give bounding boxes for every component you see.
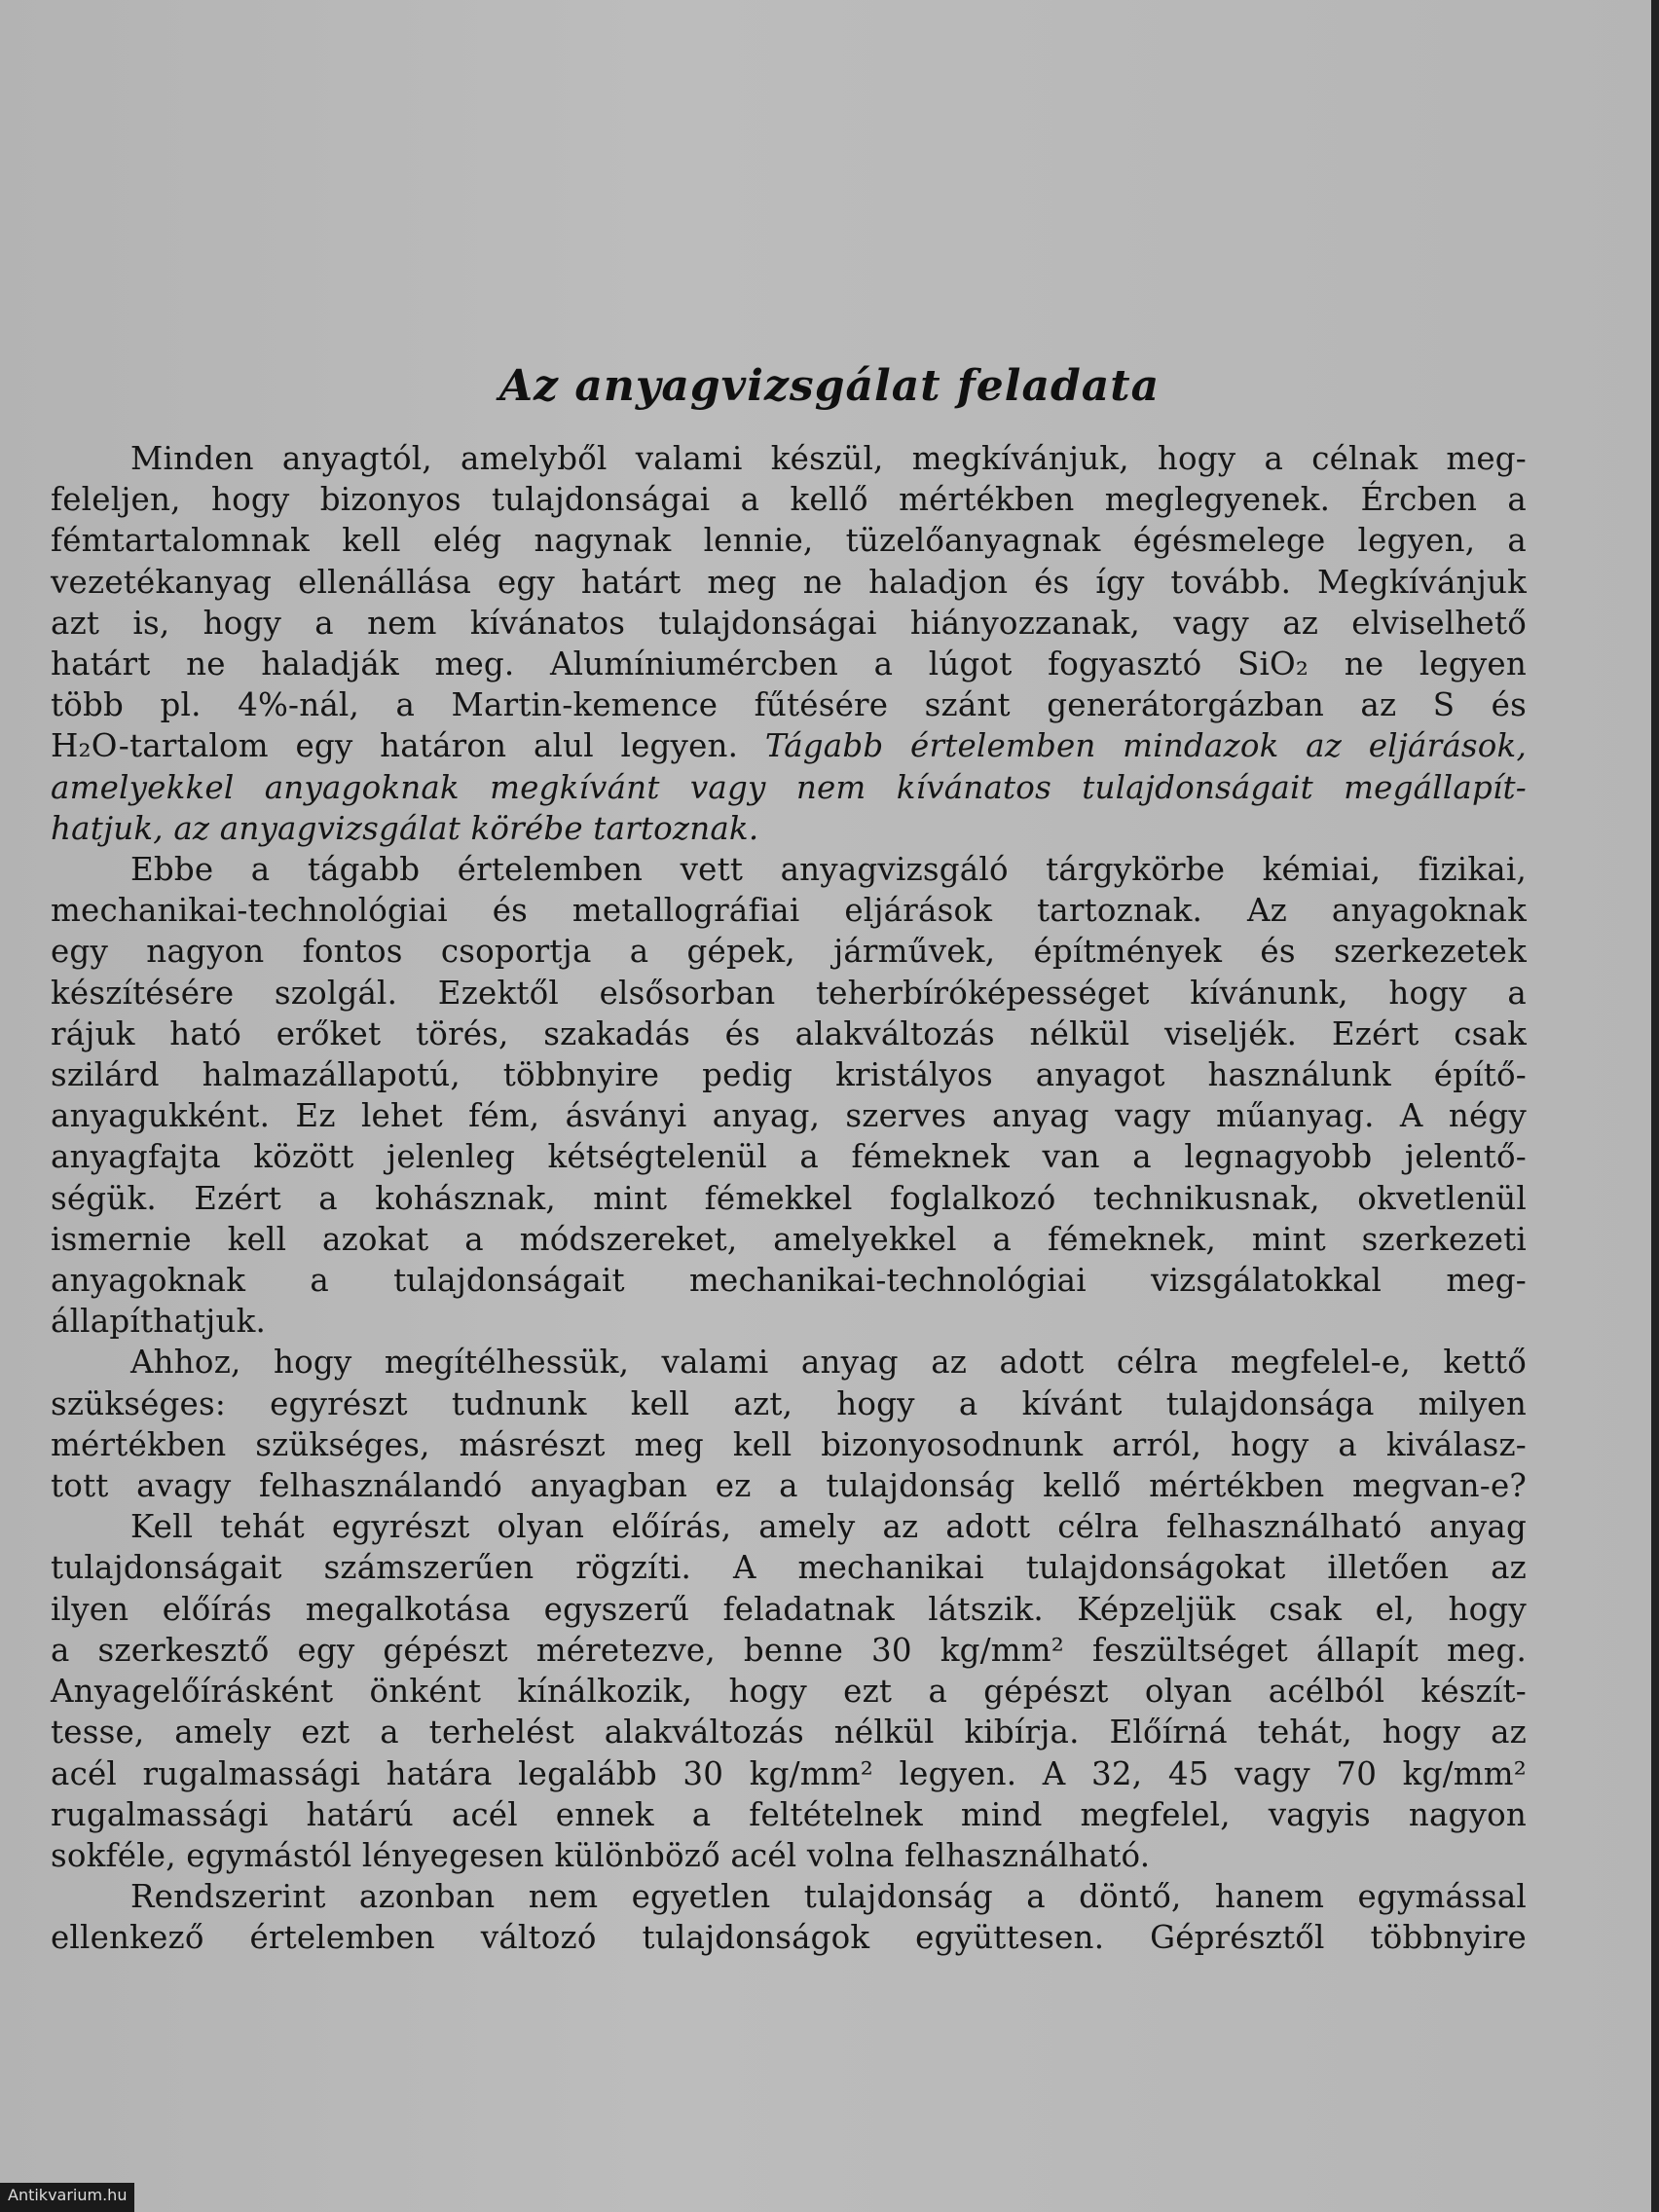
text-line: szükséges: egyrészt tudnunk kell azt, hogy a kívánt tulajdonsága milyen	[51, 1384, 1527, 1422]
text-line: készítésére szolgál. Ezektől elsősorban teherbíróképességet kívánunk, hogy a	[51, 974, 1527, 1012]
article-body	[51, 438, 1527, 1959]
text-line: tulajdonságait számszerűen rögzíti. A mechanikai tulajdonságokat illetően az	[51, 1549, 1527, 1587]
bleed-through-text	[49, 0, 1606, 350]
text-line: határt ne haladják meg. Alumíniumércben a lúgot fogyasztó SiO₂ ne legyen	[51, 645, 1527, 683]
text-line: Anyagelőírásként önként kínálkozik, hogy ezt a gépészt olyan acélból készít-	[51, 1673, 1527, 1711]
text-line: mértékben szükséges, másrészt meg kell bizonyosodnunk arról, hogy a kiválasz-	[51, 1425, 1527, 1463]
text-line: szilárd halmazállapotú, többnyire pedig kristályos anyagot használunk építő-	[51, 1056, 1527, 1094]
italic-fragment: Tágabb értelemben mindazok az eljárások,	[764, 727, 1527, 765]
page-edge-shadow	[1651, 0, 1659, 2212]
text-line: Rendszerint azonban nem egyetlen tulajdonság a döntő, hanem egymással	[130, 1878, 1527, 1916]
text-line: vezetékanyag ellenállása egy határt meg ne haladjon és így tovább. Megkívánjuk	[51, 563, 1527, 601]
paragraph-1	[51, 438, 1527, 849]
italic-line: hatjuk, az anyagvizsgálat körébe tartoznak.	[51, 809, 759, 847]
text-line: ilyen előírás megalkotása egyszerű feladatnak látszik. Képzeljük csak el, hogy	[51, 1590, 1527, 1628]
text-line: acél rugalmassági határa legalább 30 kg/mm² legyen. A 32, 45 vagy 70 kg/mm²	[51, 1754, 1527, 1792]
text-line: Ebbe a tágabb értelemben vett anyagvizsgáló tárgykörbe kémiai, fizikai,	[130, 851, 1527, 889]
text-line: ismernie kell azokat a módszereket, amelyekkel a fémeknek, mint szerkezeti	[51, 1220, 1527, 1258]
text-line: rájuk ható erőket törés, szakadás és alakváltozás nélkül viseljék. Ezért csak	[51, 1014, 1527, 1052]
text-line: anyagukként. Ez lehet fém, ásványi anyag, szerves anyag vagy műanyag. A négy	[51, 1097, 1527, 1135]
paragraph-4	[51, 1506, 1527, 1876]
text-line: több pl. 4%-nál, a Martin-kemence fűtésére szánt generátorgázban az S és	[51, 686, 1527, 724]
text-line: ségük. Ezért a kohásznak, mint fémekkel foglalkozó technikusnak, okvetlenül	[51, 1179, 1527, 1217]
text-line: Minden anyagtól, amelyből valami készül, megkívánjuk, hogy a célnak meg-	[130, 440, 1527, 477]
text-line: tott avagy felhasználandó anyagban ez a tulajdonság kellő mértékben megvan-e?	[51, 1467, 1527, 1505]
text-line-mixed	[51, 725, 1527, 766]
text-line: azt is, hogy a nem kívánatos tulajdonságai hiányozzanak, vagy az elviselhető	[51, 604, 1527, 642]
text-line: rugalmassági határú acél ennek a feltételnek mind megfelel, vagyis nagyon	[51, 1795, 1527, 1833]
text-line: sokféle, egymástól lényegesen különböző acél volna felhasználható.	[51, 1836, 1151, 1874]
text-line: ellenkező értelemben változó tulajdonságok együttesen. Géprésztől többnyire	[51, 1919, 1527, 1957]
text-line: fémtartalomnak kell elég nagynak lennie, tüzelőanyagnak égésmelege legyen, a	[51, 522, 1527, 560]
paragraph-3	[51, 1342, 1527, 1506]
text-line: anyagoknak a tulajdonságait mechanikai-technológiai vizsgálatokkal meg-	[51, 1262, 1527, 1300]
text-line: egy nagyon fontos csoportja a gépek, járművek, építmények és szerkezetek	[51, 933, 1527, 971]
text-line: mechanikai-technológiai és metallográfiai eljárások tartoznak. Az anyagoknak	[51, 892, 1527, 930]
text-line: a szerkesztő egy gépészt méretezve, benne 30 kg/mm² feszültséget állapít meg.	[51, 1631, 1527, 1669]
plain-fragment: H₂O-tartalom egy határon alul legyen.	[51, 727, 765, 765]
watermark-label: Antikvarium.hu	[0, 2183, 134, 2212]
italic-line: amelyekkel anyagoknak megkívánt vagy nem kívánatos tulajdonságait megállapít-	[51, 768, 1527, 806]
text-line: Kell tehát egyrészt olyan előírás, amely az adott célra felhasználható anyag	[130, 1508, 1527, 1546]
text-line: feleljen, hogy bizonyos tulajdonságai a kellő mértékben meglegyenek. Ércben a	[51, 481, 1527, 519]
paragraph-2	[51, 849, 1527, 1342]
text-line: állapíthatjuk.	[51, 1303, 267, 1341]
page-title: Az anyagvizsgálat feladata	[498, 361, 1161, 412]
text-line: Ahhoz, hogy megítélhessük, valami anyag az adott célra megfelel-e, kettő	[130, 1344, 1527, 1382]
paragraph-5	[51, 1876, 1527, 1958]
text-line: tesse, amely ezt a terhelést alakváltozás nélkül kibírja. Előírná tehát, hogy az	[51, 1714, 1527, 1751]
text-line: anyagfajta között jelenleg kétségtelenül a fémeknek van a legnagyobb jelentő-	[51, 1138, 1527, 1176]
